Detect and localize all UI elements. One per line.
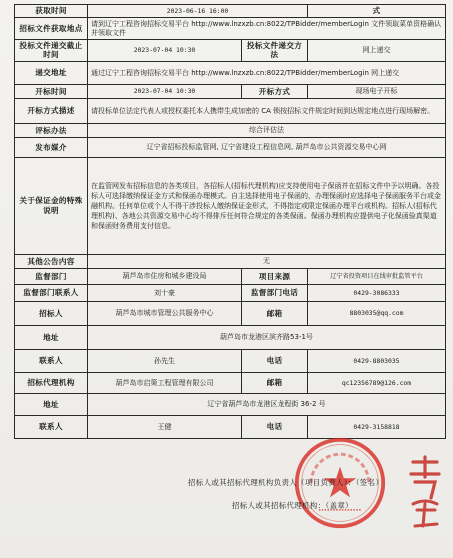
tenderer-email-value: 8803035@qq.com: [308, 301, 446, 325]
acquire-place-label: 招标文件获取地点: [15, 18, 88, 40]
supervisor-contact-value: 刘十豪: [88, 284, 242, 301]
other-value: 无: [88, 254, 446, 268]
supervisor-contact-label: 监督部门联系人: [15, 284, 88, 301]
project-source-label: 项目来源: [242, 268, 308, 284]
row-supervisor-dept: [15, 268, 446, 284]
open-method-value: 现场电子开标: [308, 84, 446, 98]
submit-place-value: 通过辽宁工程咨询招标交易平台 http://www.lnzxzb.cn:8022/TPBidder/memberLogin 网上递交: [88, 61, 446, 84]
submit-deadline-label: 投标文件递交截止时间: [15, 40, 88, 62]
handwritten-signature: [405, 452, 445, 532]
submit-method-value: 网上递交: [308, 40, 446, 62]
tender-info-table: [14, 4, 446, 439]
supervisor-phone-label: 监督部门电话: [242, 284, 308, 301]
agency-email-label: 邮箱: [242, 372, 308, 393]
submit-place-label: 递交地址: [15, 61, 88, 84]
contact-1-phone-label: 电话: [242, 349, 308, 372]
tenderer-value: 葫芦岛市城市管理公共服务中心: [88, 301, 242, 325]
row-acquire-time: [15, 5, 446, 18]
other-label: 其他公告内容: [15, 254, 88, 268]
contact-1-value: 孙先生: [88, 349, 242, 372]
row-supervisor-contact: [15, 284, 446, 301]
tenderer-email-label: 邮箱: [242, 301, 308, 325]
contact-1-phone-value: 0429-8803035: [308, 349, 446, 372]
eval-method-value: 综合评估法: [88, 123, 446, 137]
supervisor-dept-label: 监督部门: [15, 268, 88, 284]
row-submit-place: [15, 61, 446, 84]
submit-deadline-value: 2023-07-04 10:30: [88, 40, 242, 62]
acquire-time-value: 2023-06-16 16:00: [88, 5, 308, 18]
address-1-label: 地址: [15, 325, 88, 349]
contact-2-value: 王健: [88, 415, 242, 438]
row-submit-deadline: [15, 40, 446, 62]
open-desc-value: 请投标单位法定代表人或授权委托本人携带生成加密的 CA 锁按招标文件规定时间到达规定地点进行现场解密。: [88, 98, 446, 123]
row-address-2: [15, 393, 446, 415]
footer-stamp-line: 招标人或其招标代理机构：（盖章）: [232, 501, 353, 510]
media-value: 辽宁省招标投标监管网, 辽宁省建设工程信息网, 葫芦岛市公共资源交易中心网: [88, 137, 446, 157]
agency-email-value: qc12356789@126.com: [308, 372, 446, 393]
contact-2-phone-value: 0429-3158818: [308, 415, 446, 438]
address-1-value: 葫芦岛市龙港区滨齐路53-1号: [88, 325, 446, 349]
contact-1-label: 联系人: [15, 349, 88, 372]
guarantee-value: 在监管网发布招标信息的各类项目，各招标人(招标代理机构)应支持使用电子保函并在招标文件中予以明确。各投标人可选择缴纳保证金方式和保函办理模式。自主选择使用电子保函的，办理保函时应选择电子保函服务平台或金融机构。任何单位或个人不得干涉投标人缴纳保证金形式，不得指定或限定保函办理平台或机构。招标人(招标代理机构)、各地公共资源交易中心均不得排斥任何符合规定的各类保函。保函办理机构应提供电子化保函验真渠道和保函财务费用支付信息。: [88, 157, 446, 254]
supervisor-dept-value: 葫芦岛市住房和城乡建设局: [88, 268, 242, 284]
contact-2-phone-label: 电话: [242, 415, 308, 438]
row-agency: [15, 372, 446, 393]
guarantee-label: 关于保证金的特殊说明: [15, 157, 88, 254]
open-time-label: 开标时间: [15, 84, 88, 98]
address-2-label: 地址: [15, 393, 88, 415]
row-eval-method: [15, 123, 446, 137]
agency-value: 葫芦岛市启策工程管理有限公司: [88, 372, 242, 393]
row-open-desc: [15, 98, 446, 123]
agency-label: 招标代理机构: [15, 372, 88, 393]
project-source-value: 辽宁省投资项目在线审批监管平台: [308, 268, 446, 284]
open-time-value: 2023-07-04 10:30: [88, 84, 242, 98]
row-tenderer: [15, 301, 446, 325]
acquire-place-value: 请到辽宁工程咨询招标交易平台 http://www.lnzxzb.cn:8022/TPBidder/memberLogin 文件领取菜单资格确认并领取文件: [88, 18, 446, 40]
acquire-time-label: 获取时间: [15, 5, 88, 18]
acquire-time-suffix: 式: [308, 5, 446, 18]
row-acquire-place: [15, 18, 446, 40]
open-method-label: 开标方式: [242, 84, 308, 98]
footer-signature-line: 招标人或其招标代理机构负责人（项目负责人）：（签名）: [188, 478, 384, 487]
row-address-1: [15, 325, 446, 349]
open-desc-label: 开标方式描述: [15, 98, 88, 123]
row-guarantee: [15, 157, 446, 254]
row-other: [15, 254, 446, 268]
row-contact-1: [15, 349, 446, 372]
submit-method-label: 投标文件递交方法: [242, 40, 308, 62]
contact-2-label: 联系人: [15, 415, 88, 438]
tenderer-label: 招标人: [15, 301, 88, 325]
eval-method-label: 评标办法: [15, 123, 88, 137]
supervisor-phone-value: 0429-3086333: [308, 284, 446, 301]
address-2-value: 辽宁省葫芦岛市龙港区龙程街 36-2 号: [88, 393, 446, 415]
row-media: [15, 137, 446, 157]
media-label: 发布媒介: [15, 137, 88, 157]
row-open-time: [15, 84, 446, 98]
